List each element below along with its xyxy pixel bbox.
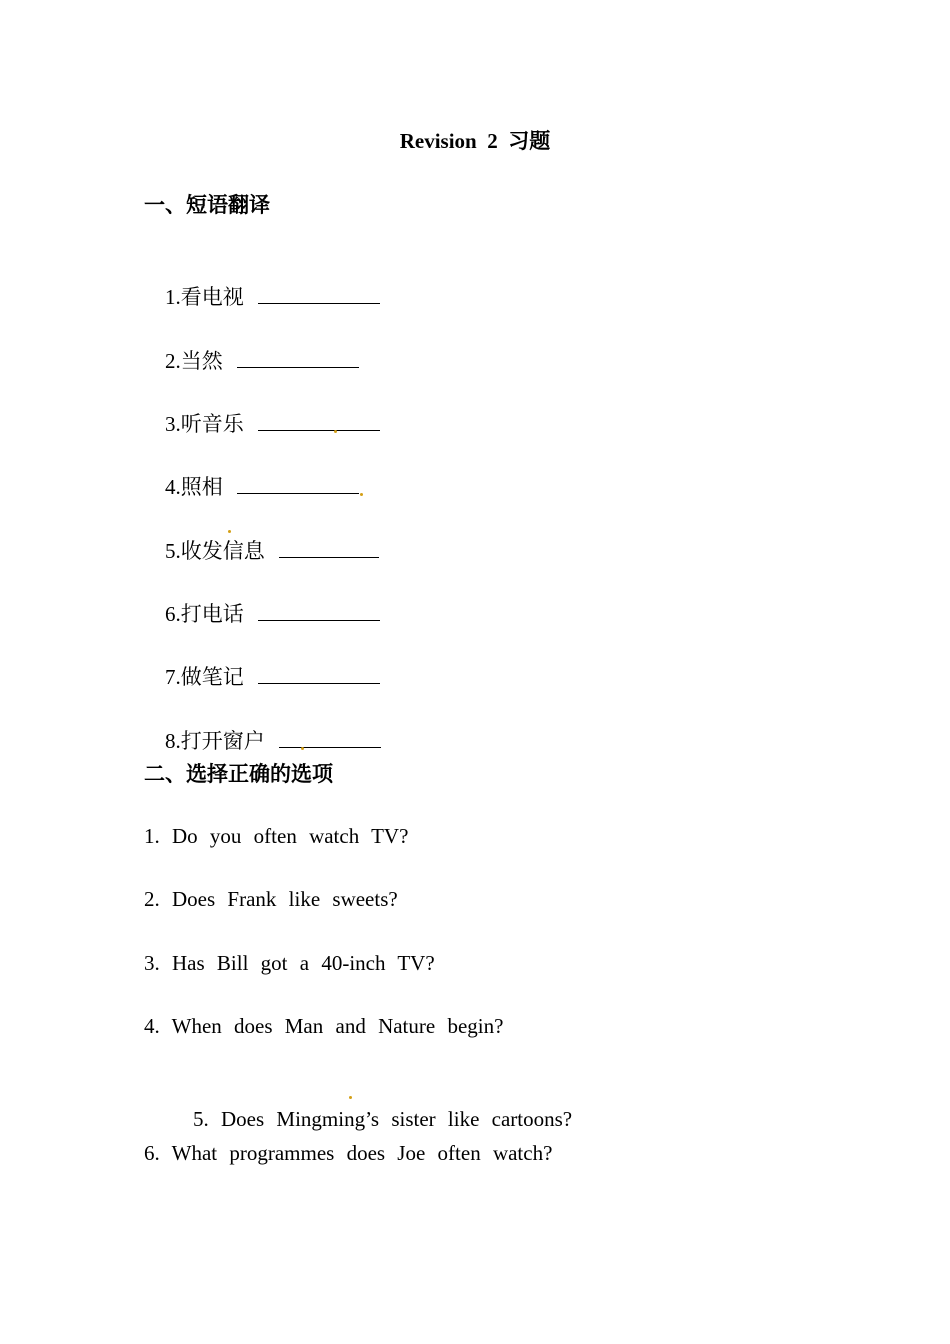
question-item: 4. When does Man and Nature begin? — [144, 1014, 504, 1038]
page-title: Revision 2 习题 — [399, 129, 551, 153]
question-item: 2. Does Frank like sweets? — [144, 887, 398, 911]
question-item: 6. What programmes does Joe often watch? — [144, 1141, 553, 1165]
marker-dot — [301, 747, 304, 750]
answer-blank[interactable] — [258, 410, 380, 431]
answer-blank[interactable] — [237, 347, 359, 368]
marker-dot — [349, 1096, 352, 1099]
answer-blank[interactable] — [258, 663, 380, 684]
question-item: 1. Do you often watch TV? — [144, 824, 409, 848]
answer-blank[interactable] — [279, 537, 379, 558]
marker-dot — [360, 493, 363, 496]
marker-dot — [334, 430, 337, 433]
section-heading-translation: 一、短语翻译 — [144, 193, 270, 217]
answer-blank[interactable] — [258, 600, 380, 621]
question-item: 3. Has Bill got a 40-inch TV? — [144, 951, 435, 975]
question-text: 5. Does Mingming’s sister like cartoons? — [193, 1107, 573, 1131]
phrase-label: 8.打开窗户 — [165, 729, 265, 753]
phrase-label: 2.当然 — [165, 349, 223, 373]
phrase-label: 1.看电视 — [165, 285, 244, 309]
marker-dot — [228, 530, 231, 533]
answer-blank[interactable] — [258, 283, 380, 304]
phrase-label: 7.做笔记 — [165, 665, 244, 689]
phrase-label: 3.听音乐 — [165, 412, 244, 436]
phrase-label: 4.照相 — [165, 475, 223, 499]
phrase-label: 6.打电话 — [165, 602, 244, 626]
section-heading-choice: 二、选择正确的选项 — [144, 762, 333, 786]
phrase-label: 5.收发信息 — [165, 539, 265, 563]
answer-blank[interactable] — [279, 727, 381, 748]
answer-blank[interactable] — [237, 473, 359, 494]
